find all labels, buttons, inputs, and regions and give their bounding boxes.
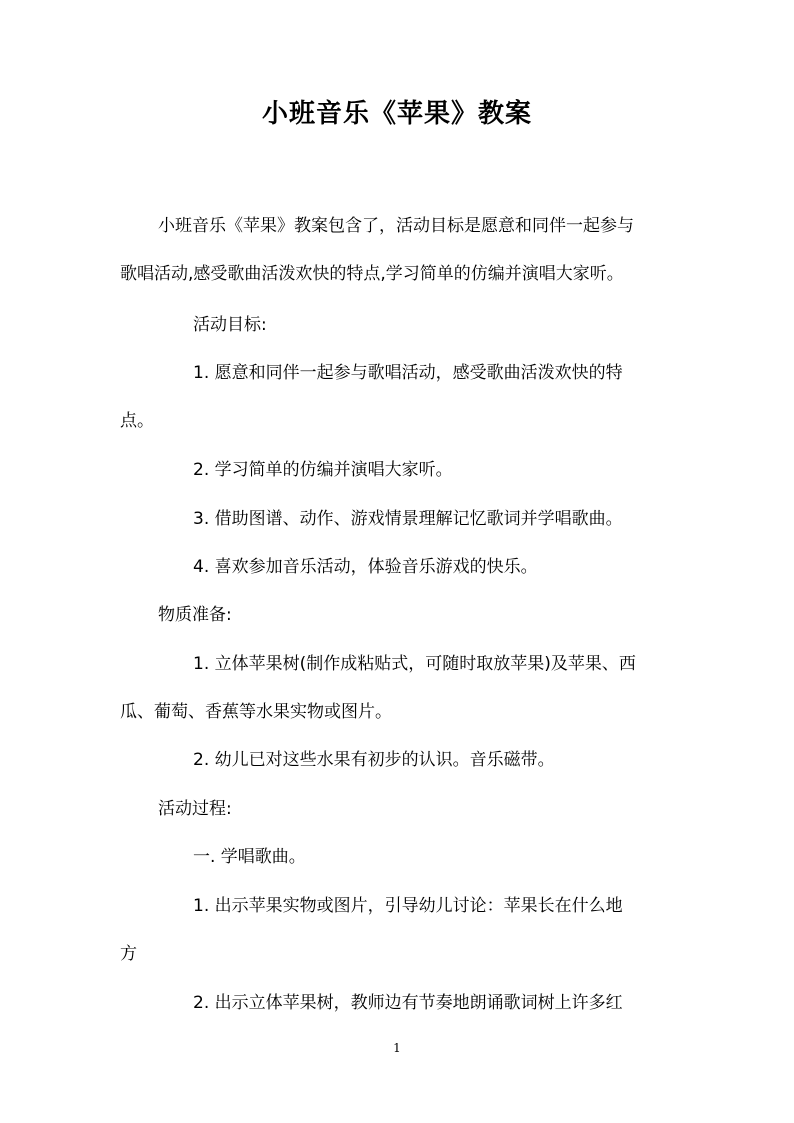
list-item: 2. 学习简单的仿编并演唱大家听。 (193, 460, 453, 480)
section-heading: 活动目标: (193, 315, 267, 335)
list-item: 3. 借助图谱、动作、游戏情景理解记忆歌词并学唱歌曲。 (193, 509, 623, 529)
document-title: 小班音乐《苹果》教案 (261, 99, 532, 129)
list-item: 1. 立体苹果树(制作成粘贴式，可随时取放苹果)及苹果、西 (193, 654, 636, 674)
list-item: 1. 愿意和同伴一起参与歌唱活动，感受歌曲活泼欢快的特 (193, 363, 623, 383)
list-item: 1. 出示苹果实物或图片，引导幼儿讨论：苹果长在什么地 (193, 896, 623, 916)
subsection-heading: 一. 学唱歌曲。 (193, 847, 306, 867)
list-item: 2. 幼儿已对这些水果有初步的认识。音乐磁带。 (193, 750, 555, 770)
page-number: 1 (393, 1041, 401, 1055)
section-heading: 物质准备: (158, 605, 232, 625)
list-item-continuation: 方 (120, 944, 137, 964)
paragraph-line: 歌唱活动,感受歌曲活泼欢快的特点,学习简单的仿编并演唱大家听。 (120, 264, 624, 284)
section-heading: 活动过程: (158, 799, 232, 819)
list-item: 4. 喜欢参加音乐活动，体验音乐游戏的快乐。 (193, 557, 538, 577)
list-item-continuation: 瓜、葡萄、香蕉等水果实物或图片。 (120, 702, 392, 722)
list-item-continuation: 点。 (120, 411, 154, 431)
paragraph-line: 小班音乐《苹果》教案包含了，活动目标是愿意和同伴一起参与 (158, 216, 634, 236)
list-item: 2. 出示立体苹果树，教师边有节奏地朗诵歌词树上许多红 (193, 993, 623, 1013)
